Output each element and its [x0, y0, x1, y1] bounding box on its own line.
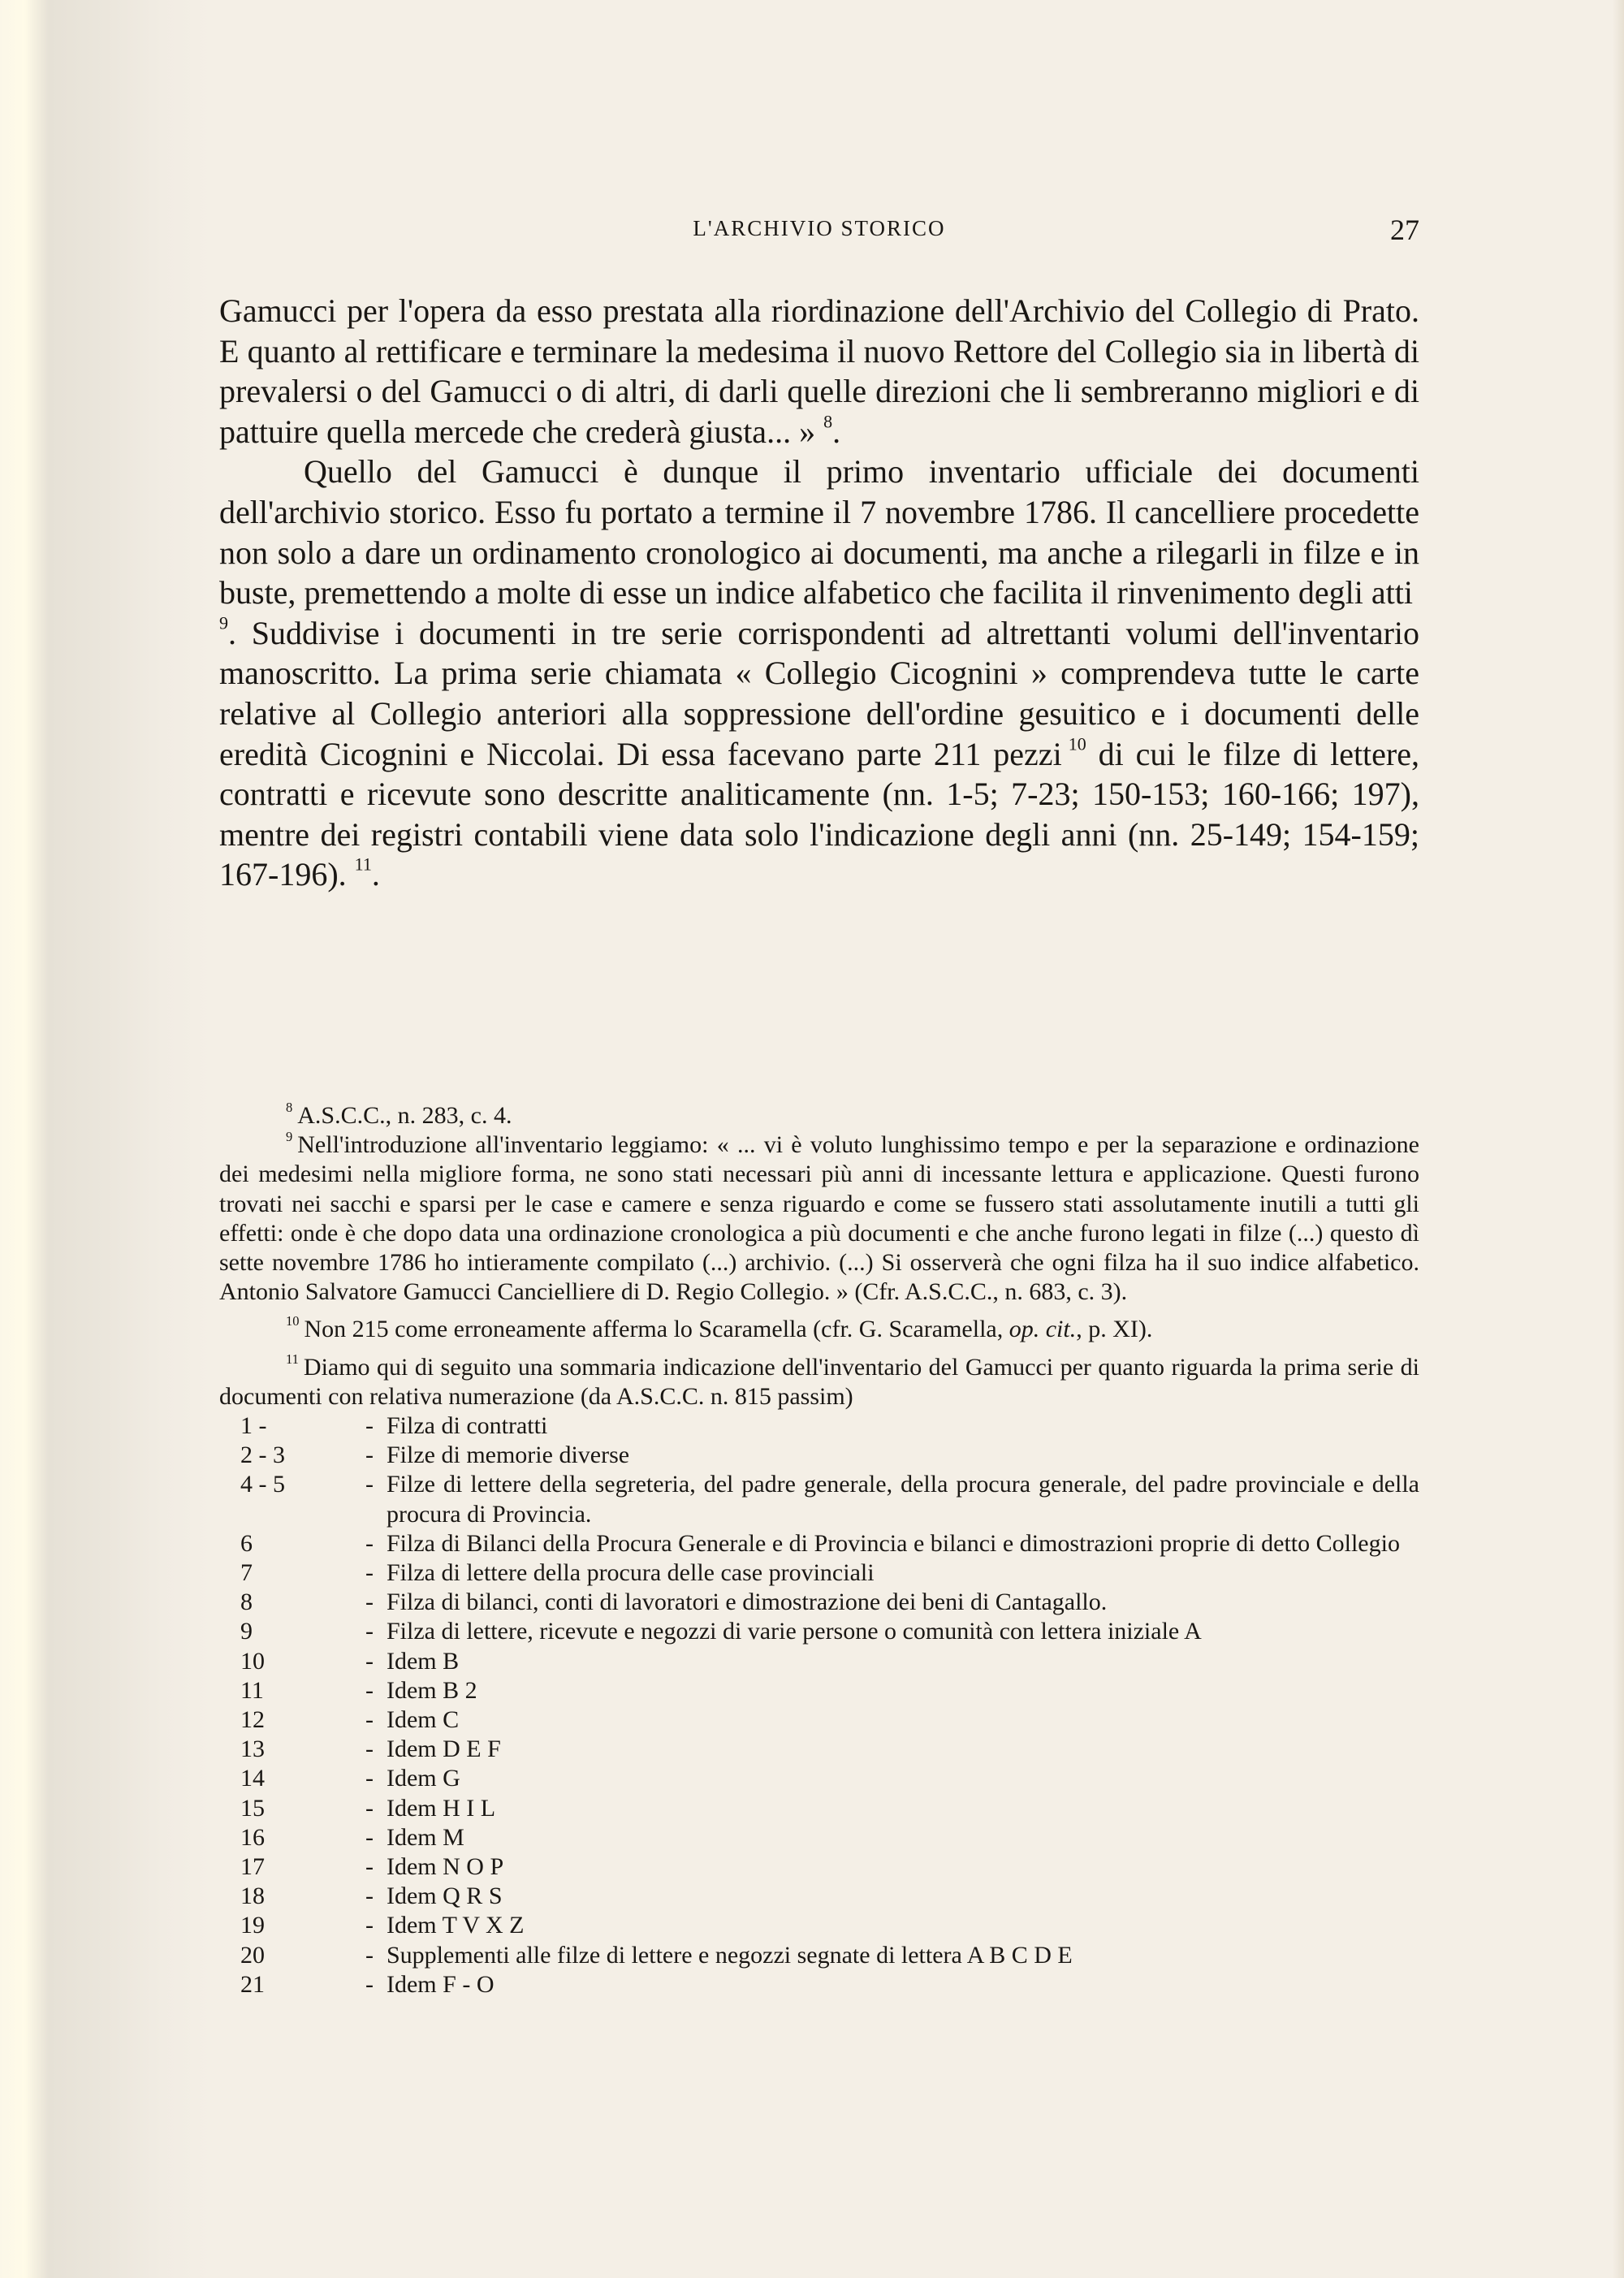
footnote-ref-8[interactable]: 8 [823, 411, 833, 432]
inventory-item: 17 - Idem N O P [240, 1853, 504, 1881]
inventory-item: 18 - Idem Q R S [240, 1882, 503, 1910]
page-number: 27 [1390, 214, 1419, 246]
footnote-number: 11 [286, 1351, 299, 1367]
inventory-item: 12 - Idem C [240, 1706, 460, 1734]
footnote-9: $^9$ Nell'introduzione all'inventario leggiamo: « ... vi è voluto lunghissimo tempo e per la separazione e ordinazione dei medesimi nella migliore forma, ne sono stati necessari più anni di incessante lettura e applicazione. Questi furono trovati nei sacchi e sparsi per le case e camere e senza riguardo e come se fussero stati assolutamente inutili a tutti gli effetti: onde è che dopo data una ordinazione cronologica a più documenti e che anche furono legati in filze (...) questo dì sette novembre 1786 ho intieramente compilato (...) archivio. (...) Si osserverà che ogni filza ha il suo indice alfabetico. Antonio Salvatore Gamucci Cancielliere di D. Regio Collegio. » (Cfr. A.S.C.C., n. 683, c. 3). [219, 1129, 1419, 1306]
footnote-ref-9[interactable]: 9 [219, 612, 228, 633]
footnote-number: 9 [286, 1129, 293, 1145]
paragraph-1: Gamucci per l'opera da esso prestata alla riordinazione dell'Archivio del Collegio di Prato. E quanto al rettificare e terminare la medesima il nuovo Rettore del Collegio sia in libertà di prevalersi o del Gamucci o di altri, di darli quelle direzioni che li sembreranno migliori e di pattuire quella mercede che crederà giusta... » $^8$. [219, 292, 1419, 450]
inventory-list [219, 1411, 1419, 1999]
footnote-number: 8 [286, 1099, 293, 1115]
inventory-item: 21 - Idem F - O [240, 1970, 495, 1998]
footnote-8: $^8$ A.S.C.C., n. 283, c. 4. [286, 1099, 512, 1129]
footnote-number: 10 [286, 1313, 300, 1329]
inventory-item: 15 - Idem H I L [240, 1794, 496, 1822]
inventory-item: 11 - Idem B 2 [240, 1676, 477, 1704]
footnotes [219, 1101, 1419, 1999]
page-gutter-shadow [0, 0, 211, 2278]
inventory-item: 20 - Supplementi alle filze di lettere e negozzi segnate di lettera A B C D E [240, 1941, 1073, 1969]
main-text [219, 291, 1419, 895]
footnote-ref-10[interactable]: 10 [1068, 733, 1086, 754]
inventory-item: 14 - Idem G [240, 1765, 460, 1792]
inventory-item: 6 - Filza di Bilanci della Procura Generale e di Provincia e bilanci e dimostrazioni proprie di detto Collegio [240, 1529, 1400, 1557]
inventory-item: 9 - Filza di lettere, ricevute e negozzi di varie persone o comunità con lettera iniziale A [240, 1618, 1202, 1645]
inventory-item: 1 - - Filza di contratti [240, 1412, 548, 1440]
inventory-item: 16 - Idem M [240, 1823, 464, 1851]
footnote-ref-11[interactable]: 11 [354, 854, 372, 875]
paragraph-2: Quello del Gamucci è dunque il primo inventario ufficiale dei documenti dell'archivio storico. Esso fu portato a termine il 7 novembre 1786. Il cancelliere procedette non solo a dare un ordinamento cronologico ai documenti, ma anche a rilegarli in filze e in buste, premettendo a molte di esse un indice alfabetico che facilita il rinvenimento degli atti $^9$. Suddivise i documenti in tre serie corrispondenti ad altrettanti volumi dell'inventario manoscritto. La prima serie chiamata « Collegio Cicognini » comprendeva tutte le carte relative al Collegio anteriori alla soppressione dell'ordine gesuitico e i documenti delle eredità Cicognini e Niccolai. Di essa facevano parte 211 pezzi $^{10}$ di cui le filze di lettere, contratti e ricevute sono descritte analiticamente (nn. 1-5; 7-23; 150-153; 160-166; 197), mentre dei registri contabili viene data solo l'indicazione degli anni (nn. 25-149; 154-159; 167-196). $^{11}$. [219, 453, 1420, 893]
inventory-item: 8 - Filza di bilanci, conti di lavoratori e dimostrazione dei beni di Cantagallo. [240, 1589, 1108, 1616]
inventory-item: 7 - Filza di lettere della procura delle case provinciali [240, 1559, 875, 1587]
inventory-item: 2 - 3 - Filze di memorie diverse [240, 1442, 630, 1469]
page-right-edge [1613, 0, 1624, 2278]
inventory-item: 10 - Idem B [240, 1647, 460, 1675]
running-title: L'ARCHIVIO STORICO [693, 216, 946, 240]
footnote-11: $^{11}$ Diamo qui di seguito una sommaria indicazione dell'inventario del Gamucci per quanto riguarda la prima serie di documenti con relativa numerazione (da A.S.C.C. n. 815 passim) [219, 1351, 1419, 1410]
inventory-item: 4 - 5 - Filze di lettere della segreteria, del padre generale, della procura generale, del padre provinciale e della procura di Provincia. [240, 1471, 1419, 1528]
inventory-item: 13 - Idem D E F [240, 1736, 501, 1763]
footnote-10: $^{10}$ Non 215 come erroneamente afferma lo Scaramella (cfr. G. Scaramella, op. cit., p. XI). [286, 1313, 1153, 1343]
inventory-item: 19 - Idem T V X Z [240, 1912, 525, 1939]
running-head [219, 213, 1419, 245]
